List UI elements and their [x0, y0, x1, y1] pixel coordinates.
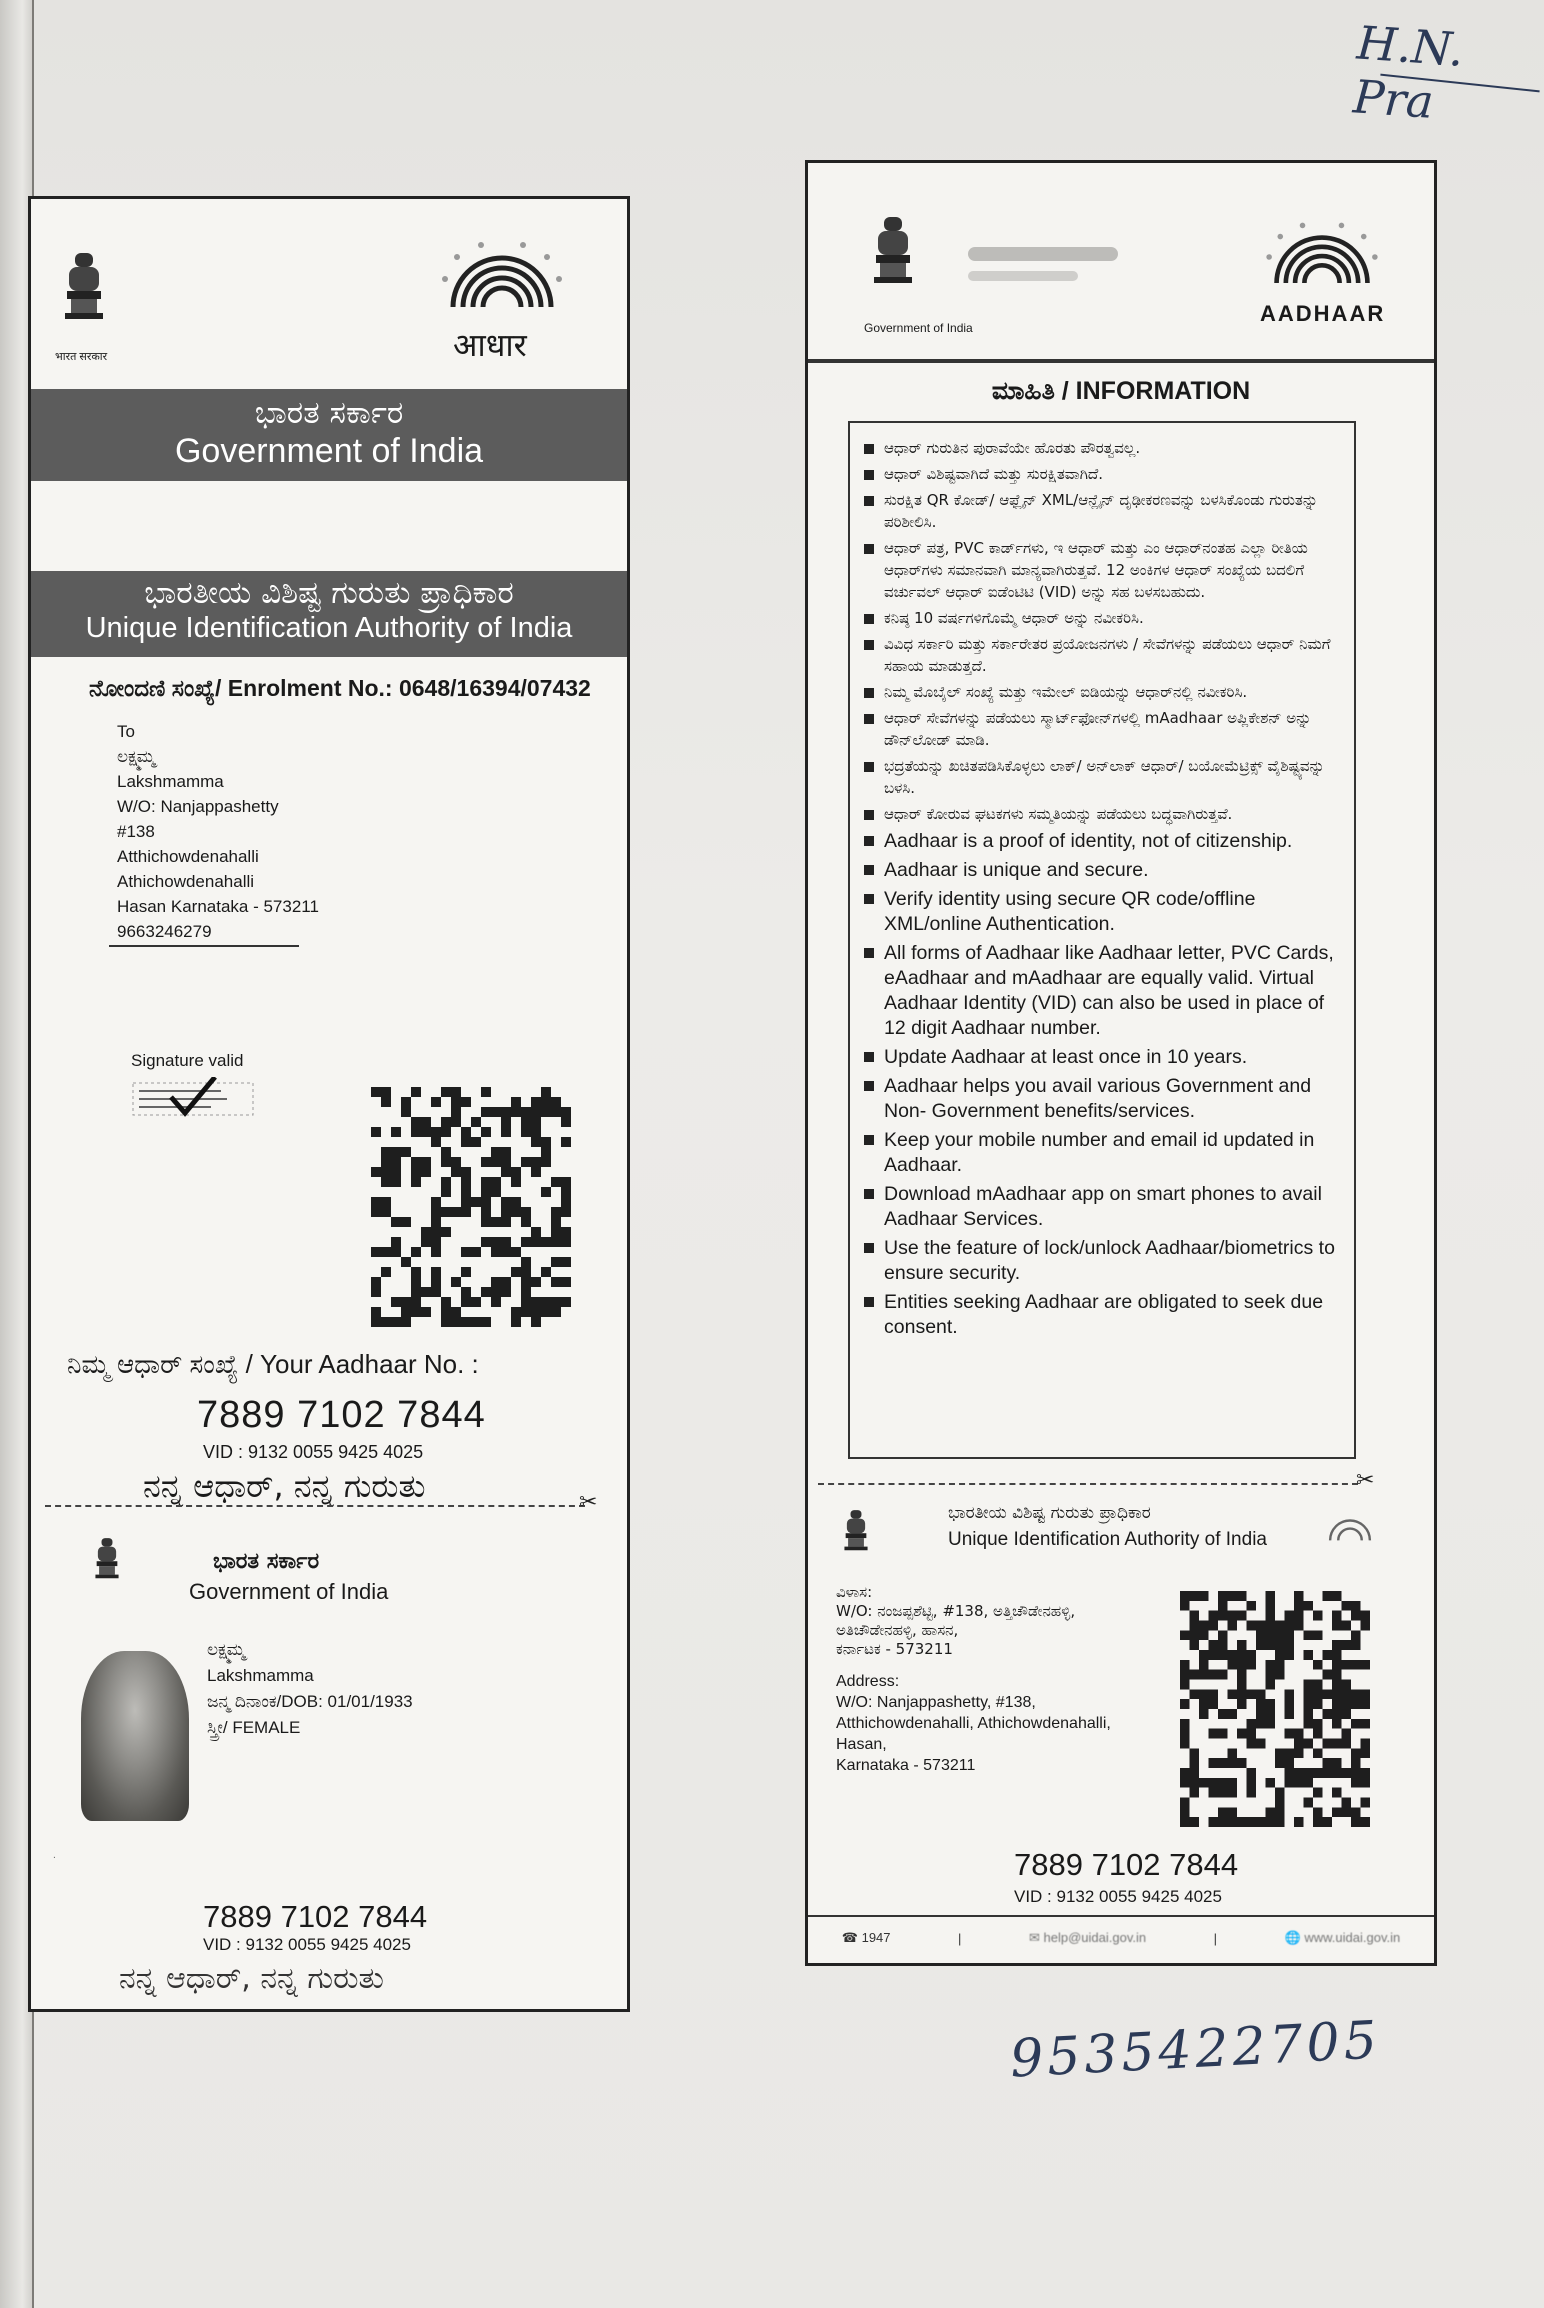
address-en-line: Karnataka - 573211 [836, 1757, 976, 1774]
aadhaar-logo-text: आधार [453, 326, 527, 364]
emblem-caption: Government of India [864, 321, 973, 335]
info-item-en: Keep your mobile number and email id updated in Aadhaar. [864, 1128, 1340, 1178]
info-item-en: Verify identity using secure QR code/offline XML/online Authentication. [864, 887, 1340, 937]
holder-name: Lakshmamma [207, 1666, 314, 1685]
holder-details [207, 1637, 413, 1741]
information-box [848, 421, 1356, 1459]
address-en-line: Atthichowdenahalli, Athichowdenahalli, [836, 1715, 1111, 1732]
address-line3: Hasan Karnataka - 573211 [117, 897, 319, 916]
slogan: ನನ್ನ ಆಧಾರ್, ನನ್ನ ಗುರುತು [143, 1467, 426, 1505]
info-item-en: Entities seeking Aadhaar are obligated to seek due consent. [864, 1290, 1340, 1340]
uidai-kannada: ಭಾರತೀಯ ವಿಶಿಷ್ಟ ಗುರುತು ಪ್ರಾಧಿಕಾರ [948, 1503, 1151, 1523]
vid-number: VID : 9132 0055 9425 4025 [1014, 1887, 1222, 1906]
info-item-en: Download mAadhaar app on smart phones to avail Aadhaar Services. [864, 1182, 1340, 1232]
address-kn-line: W/O: ನಂಜಪ್ಪಶೆಟ್ಟಿ, #138, ಅತ್ತಿಚೌಡೇನಹಳ್ಳಿ, [836, 1602, 1076, 1620]
info-item-kn: ಭದ್ರತೆಯನ್ನು ಖಚಿತಪಡಿಸಿಕೊಳ್ಳಲು ಲಾಕ್/ ಅನ್‌ಲಾಕ್ ಆಧಾರ್/ ಬಯೋಮೆಟ್ರಿಕ್ಸ್ ವೈಶಿಷ್ಟ್ಯವನ್ನು ಬಳಸಿ. [864, 755, 1340, 799]
address-line2: Athichowdenahalli [117, 872, 255, 891]
holder-name-kannada: ಲಕ್ಷ್ಮಮ್ಮ [207, 1640, 246, 1659]
header-rule [808, 359, 1434, 363]
info-item-en: Aadhaar helps you avail various Government and Non- Government benefits/services. [864, 1074, 1340, 1124]
holder-photo [81, 1651, 189, 1821]
email-address: help@uidai.gov.in [1043, 1930, 1147, 1945]
address-name: Lakshmamma [117, 772, 224, 791]
card-aadhaar-number: 7889 7102 7844 [203, 1899, 428, 1934]
phone-number: 1947 [861, 1930, 891, 1945]
aadhaar-number: 7889 7102 7844 [197, 1394, 486, 1436]
address-kn-line: ಅತಿಚೌಡೇನಹಳ್ಳಿ, ಹಾಸನ, [836, 1621, 959, 1639]
info-item-kn: ಕನಿಷ್ಠ 10 ವರ್ಷಗಳಿಗೊಮ್ಮೆ ಆಧಾರ್ ಅನ್ನು ನವೀಕರಿಸಿ. [864, 607, 1340, 629]
card-slogan: ನನ್ನ ಆಧಾರ್, ನನ್ನ ಗುರುತು [119, 1961, 384, 1996]
government-of-india-band [31, 389, 627, 481]
phone-icon: ☎ [841, 1930, 858, 1945]
info-item-kn: ವಿವಿಧ ಸರ್ಕಾರಿ ಮತ್ತು ಸರ್ಕಾರೇತರ ಪ್ರಯೋಜನಗಳು / ಸೇವೆಗಳನ್ನು ಪಡೆಯಲು ಆಧಾರ್ ನಿಮಗೆ ಸಹಾಯ ಮಾಡುತ್ತದೆ. [864, 633, 1340, 677]
small-aadhaar-logo-icon [1322, 1509, 1378, 1549]
info-item-kn: ಆಧಾರ್ ಕೋರುವ ಘಟಕಗಳು ಸಮ್ಮತಿಯನ್ನು ಪಡೆಯಲು ಬದ್ಧವಾಗಿರುತ್ತವೆ. [864, 803, 1340, 825]
aadhaar-letter-back [805, 160, 1437, 1966]
aadhaar-fingerprint-logo-icon [433, 239, 571, 319]
qr-code [1180, 1591, 1370, 1827]
aadhaar-logo-text: AADHAAR [1260, 301, 1386, 326]
address-en-line: W/O: Nanjappashetty, #138, [836, 1694, 1036, 1711]
info-item-en: Aadhaar is a proof of identity, not of citizenship. [864, 829, 1340, 854]
emblem-caption: भारत सरकार [55, 351, 108, 363]
signature-valid-label: Signature valid [131, 1051, 244, 1070]
small-emblem-icon [842, 1507, 870, 1557]
info-item-kn: ನಿಮ್ಮ ಮೊಬೈಲ್ ಸಂಖ್ಯೆ ಮತ್ತು ಇಮೇಲ್ ಐಡಿಯನ್ನು ಆಧಾರ್‌ನಲ್ಲಿ ನವೀಕರಿಸಿ. [864, 681, 1340, 703]
address-kn-line: ವಿಳಾಸ: [836, 1583, 873, 1601]
contact-phone [842, 1930, 891, 1946]
info-item-kn: ಆಧಾರ್ ಸೇವೆಗಳನ್ನು ಪಡೆಯಲು ಸ್ಮಾರ್ಟ್‌ಫೋನ್‌ಗಳಲ್ಲಿ mAadhaar ಅಪ್ಲಿಕೇಶನ್ ಅನ್ನು ಡೌನ್‌ಲೋಡ್ ಮಾಡಿ. [864, 707, 1340, 751]
your-aadhaar-label: ನಿಮ್ಮ ಆಧಾರ್ ಸಂಖ್ಯೆ / Your Aadhaar No. : [67, 1349, 479, 1379]
aadhaar-fingerprint-logo-icon [1258, 219, 1386, 295]
contact-web [1285, 1930, 1401, 1946]
globe-icon: 🌐 [1284, 1930, 1301, 1945]
faded-header-bar [968, 247, 1118, 261]
contact-bar [808, 1915, 1434, 1959]
qr-code [371, 1087, 571, 1327]
recipient-address [117, 719, 319, 944]
address-kn-line: ಕರ್ನಾಟಕ - 573211 [836, 1640, 953, 1658]
holder-gender: ಸ್ತ್ರೀ/ FEMALE [207, 1718, 301, 1737]
national-emblem-icon [870, 213, 916, 293]
band-uidai-kannada: ಭಾರತೀಯ ವಿಶಿಷ್ಟ ಗುರುತು ಪ್ರಾಧಿಕಾರ [144, 575, 514, 611]
digital-signature-check-icon [131, 1077, 255, 1119]
address-name-kannada: ಲಕ್ಷ್ಮಮ್ಮ [117, 747, 156, 766]
info-item-kn: ಆಧಾರ್ ಗುರುತಿನ ಪುರಾವೆಯೇ ಹೊರತು ಪೌರತ್ವವಲ್ಲ. [864, 437, 1340, 459]
uidai-english: Unique Identification Authority of India [948, 1529, 1267, 1550]
address-phone: 9663246279 [117, 922, 212, 941]
info-item-kn: ಆಧಾರ್ ಪತ್ರ, PVC ಕಾರ್ಡ್‌ಗಳು, ಇ ಆಧಾರ್ ಮತ್ತು ಎಂ ಆಧಾರ್‌ನಂತಹ ಎಲ್ಲಾ ರೀತಿಯ ಆಧಾರ್‌ಗಳು ಸಮಾನವಾಗಿ ಮಾನ್ಯವಾಗಿರುತ್ತವೆ. 12 ಅಂಕಿಗಳ ಆಧಾರ್ ಸಂಖ್ಯೆಯ ಬದಲಿಗೆ ವರ್ಚುವಲ್ ಆಧಾರ್ ಐಡೆಂಟಿಟಿ (VID) ಅನ್ನು ಸಹ ಬಳಸಬಹುದು. [864, 537, 1340, 603]
info-item-en: Aadhaar is unique and secure. [864, 858, 1340, 883]
contact-email [1029, 1930, 1146, 1946]
mail-icon: ✉ [1028, 1930, 1040, 1945]
small-emblem-icon [93, 1535, 121, 1585]
cut-line [818, 1483, 1358, 1485]
handwritten-phone-number: 9535422705 [1008, 2010, 1383, 2090]
information-title: ಮಾಹಿತಿ / INFORMATION [991, 377, 1251, 405]
address-english [836, 1671, 1111, 1776]
info-item-kn: ಆಧಾರ್ ವಿಶಿಷ್ಟವಾಗಿದೆ ಮತ್ತು ಸುರಕ್ಷಿತವಾಗಿದೆ. [864, 463, 1340, 485]
info-item-kn: ಸುರಕ್ಷಿತ QR ಕೋಡ್/ ಆಫ್ಲೈನ್ XML/ಆನ್ಲೈನ್ ದೃಢೀಕರಣವನ್ನು ಬಳಸಿಕೊಂಡು ಗುರುತನ್ನು ಪರಿಶೀಲಿಸಿ. [864, 489, 1340, 533]
info-item-en: Update Aadhaar at least once in 10 years. [864, 1045, 1340, 1070]
address-underline [109, 945, 299, 947]
address-en-line: Hasan, [836, 1736, 887, 1753]
aadhaar-number: 7889 7102 7844 [1014, 1847, 1239, 1882]
address-line1: Atthichowdenahalli [117, 847, 259, 866]
address-house: #138 [117, 822, 155, 841]
aadhaar-letter-front [28, 196, 630, 2012]
address-relation: W/O: Nanjappashetty [117, 797, 279, 816]
scissors-icon: ✂ [579, 1489, 598, 1514]
national-emblem-icon [61, 249, 107, 329]
divider: | [1213, 1930, 1217, 1946]
vid-number: VID : 9132 0055 9425 4025 [203, 1442, 424, 1462]
band-gov-kannada: ಭಾರತ ಸರ್ಕಾರ [254, 395, 404, 431]
band-uidai-english: Unique Identification Authority of India [85, 612, 573, 644]
small-gov-kannada: ಭಾರತ ಸರ್ಕಾರ [213, 1549, 320, 1574]
divider: | [958, 1930, 962, 1946]
holder-dob: ಜನ್ಮ ದಿನಾಂಕ/DOB: 01/01/1933 [207, 1692, 413, 1711]
faded-header-bar [968, 271, 1078, 281]
address-kannada [836, 1583, 1075, 1659]
address-to: To [117, 722, 135, 741]
information-list [850, 423, 1354, 1340]
band-gov-english: Government of India [174, 432, 484, 470]
card-vid-number: VID : 9132 0055 9425 4025 [203, 1935, 411, 1954]
cut-line [45, 1505, 585, 1507]
info-item-en: All forms of Aadhaar like Aadhaar letter, PVC Cards, eAadhaar and mAadhaar are equally valid. Virtual Aadhaar Identity (VID) can also be used in place of 12 digit Aadhaar number. [864, 941, 1340, 1041]
enrolment-number: ನೋಂದಣಿ ಸಂಖ್ಯೆ/ Enrolment No.: 0648/16394/07432 [89, 675, 591, 701]
scissors-icon: ✂ [1356, 1467, 1375, 1492]
issue-date-vertical: · [49, 1855, 60, 1859]
info-item-en: Use the feature of lock/unlock Aadhaar/biometrics to ensure security. [864, 1236, 1340, 1286]
address-en-line: Address: [836, 1673, 900, 1690]
website: www.uidai.gov.in [1304, 1930, 1401, 1945]
uidai-band [31, 571, 627, 657]
small-gov-english: Government of India [189, 1579, 389, 1604]
handwritten-top-note: H.N. Pra [1351, 15, 1466, 129]
